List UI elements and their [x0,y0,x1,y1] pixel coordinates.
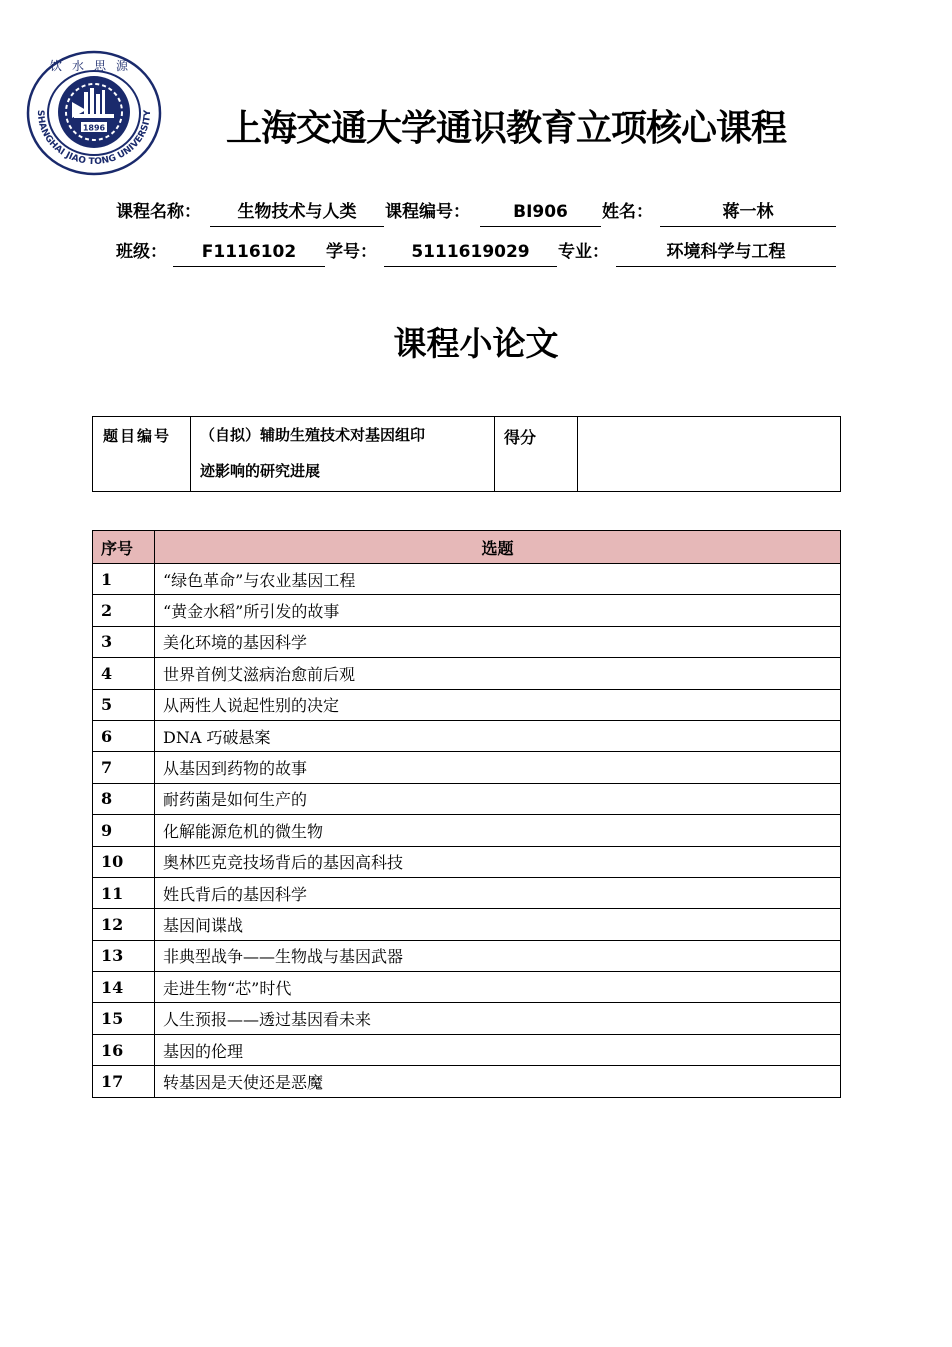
row-num: 2 [93,595,155,626]
row-num: 14 [93,972,155,1003]
row-topic: 世界首例艾滋病治愈前后观 [155,658,841,689]
sjtu-university-seal-icon [26,50,162,176]
row-topic: 基因间谍战 [155,909,841,940]
row-topic: “黄金水稻”所引发的故事 [155,595,841,626]
row-topic: 从两性人说起性别的决定 [155,689,841,720]
score-label: 得分 [495,417,578,491]
row-topic: 走进生物“芯”时代 [155,972,841,1003]
table-row [93,846,841,877]
row-topic: 转基因是天使还是恶魔 [155,1066,841,1097]
topic-title-cell [191,417,495,491]
topic-info-table [92,416,841,492]
row-num: 13 [93,940,155,971]
row-topic: DNA 巧破悬案 [155,720,841,751]
row-topic: 化解能源危机的微生物 [155,815,841,846]
topic-title-line-2: 迹影响的研究进展 [200,462,321,480]
row-num: 6 [93,720,155,751]
row-num: 12 [93,909,155,940]
class-value: F1116102 [173,238,325,267]
table-row [93,940,841,971]
row-topic: 奥林匹克竞技场背后的基因高科技 [155,846,841,877]
course-code-value: BI906 [480,198,601,227]
seal-year: 1896 [82,123,106,133]
table-row [93,752,841,783]
row-topic: 非典型战争——生物战与基因武器 [155,940,841,971]
seal-text-bottom: SHANGHAI JIAO TONG UNIVERSITY [34,109,154,168]
name-label: 姓名： [602,202,653,222]
row-num: 17 [93,1066,155,1097]
table-row [93,595,841,626]
score-value [578,417,840,491]
table-row [93,564,841,595]
table-row [93,1003,841,1034]
name-value: 蒋一林 [660,198,836,227]
table-row [93,720,841,751]
row-num: 10 [93,846,155,877]
topic-title-line-1: （自拟）辅助生殖技术对基因组印 [200,426,426,444]
row-num: 15 [93,1003,155,1034]
row-topic: 基因的伦理 [155,1034,841,1065]
paper-title: 课程小论文 [393,324,559,363]
course-name-value: 生物技术与人类 [210,198,384,227]
row-topic: 人生预报——透过基因看未来 [155,1003,841,1034]
row-num: 3 [93,626,155,657]
table-header-row [93,531,841,564]
header-topic: 选题 [155,531,841,564]
table-row [93,1034,841,1065]
row-num: 11 [93,877,155,908]
topic-id-label: 题目编号 [93,417,191,491]
row-topic: 从基因到药物的故事 [155,752,841,783]
table-row [93,972,841,1003]
row-num: 16 [93,1034,155,1065]
student-id-label: 学号： [326,242,377,262]
row-topic: 美化环境的基因科学 [155,626,841,657]
row-num: 7 [93,752,155,783]
row-topic: “绿色革命”与农业基因工程 [155,564,841,595]
header-num: 序号 [93,531,155,564]
row-num: 5 [93,689,155,720]
row-num: 9 [93,815,155,846]
student-id-value: 5111619029 [384,238,557,267]
table-row [93,658,841,689]
table-row [93,689,841,720]
row-topic: 耐药菌是如何生产的 [155,783,841,814]
table-row [93,783,841,814]
table-row [93,626,841,657]
major-label: 专业： [558,242,609,262]
table-row [93,815,841,846]
table-row [93,877,841,908]
course-name-label: 课程名称： [116,202,201,222]
row-num: 1 [93,564,155,595]
row-num: 8 [93,783,155,814]
table-row [93,1066,841,1097]
class-label: 班级： [116,242,167,262]
table-row [93,909,841,940]
topic-list-table [92,530,841,1098]
row-topic: 姓氏背后的基因科学 [155,877,841,908]
page-title: 上海交通大学通识教育立项核心课程 [226,108,787,149]
seal-text-top: 饮水思源 [49,59,139,73]
row-num: 4 [93,658,155,689]
major-value: 环境科学与工程 [616,238,836,267]
course-code-label: 课程编号： [385,202,470,222]
